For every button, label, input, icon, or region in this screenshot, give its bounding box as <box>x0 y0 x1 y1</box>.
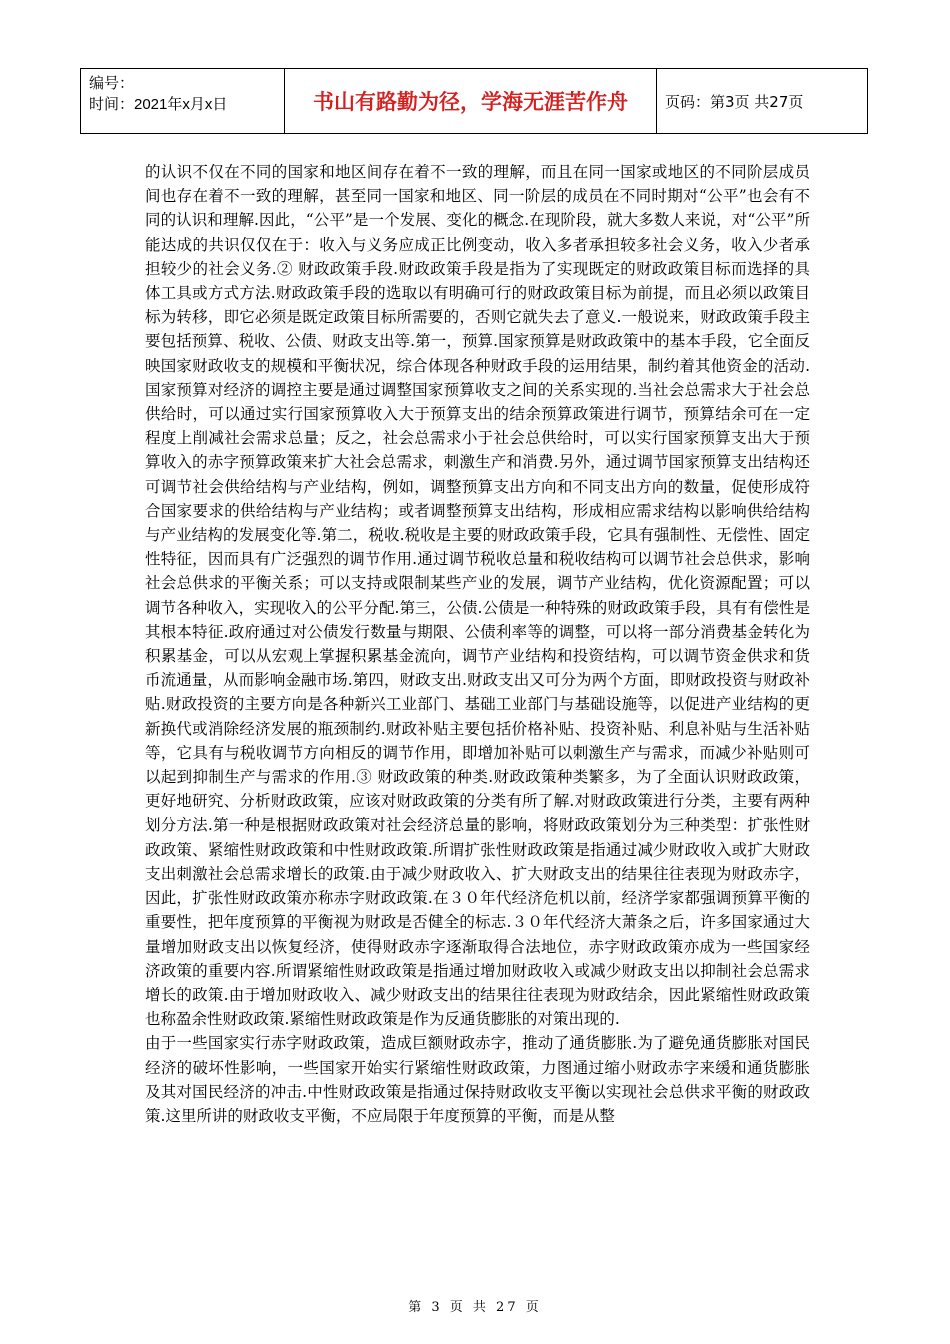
serial-label: 编号： <box>89 75 135 92</box>
header-meta-cell <box>81 69 285 133</box>
document-body <box>145 160 810 1128</box>
page-info-cell <box>657 69 867 133</box>
header-table <box>80 68 868 134</box>
time-label: 时间：2021年x月x日 <box>89 96 228 113</box>
body-paragraph: 由于一些国家实行赤字财政政策，造成巨额财政赤字，推动了通货膨胀.为了避免通货膨胀对国民经济的破坏性影响，一些国家开始实行紧缩性财政政策，力图通过缩小财政赤字来缓和通货膨胀及其对国民经济的冲击.中性财政政策是指通过保持财政收支平衡以实现社会总供求平衡的财政政策.这里所讲的财政收支平衡，不应局限于年度预算的平衡，而是从整 <box>145 1034 810 1125</box>
page-info-text: 页码：第3页 共27页 <box>665 92 804 111</box>
page-footer: 第 3 页 共 27 页 <box>408 1300 542 1315</box>
body-paragraph: 的认识不仅在不同的国家和地区间存在着不一致的理解，而且在同一国家或地区的不同阶层成员间也存在着不一致的理解，甚至同一国家和地区、同一阶层的成员在不同时期对“公平”也会有不同的认识和理解.因此，“公平”是一个发展、变化的概念.在现阶段，就大多数人来说，对“公平”所能达成的共识仅仅在于：收入与义务应成正比例变动，收入多者承担较多社会义务，收入少者承担较少的社会义务.② 财政政策手段.财政政策手段是指为了实现既定的财政政策目标而选择的具体工具或方式方法.财政政策手段的选取以有明确可行的财政政策目标为前提，而且必须以政策目标为转移，即它必须是既定政策目标所需要的，否则它就失去了意义.一般说来，财政政策手段主要包括预算、税收、公债、财政支出等.第一，预算.国家预算是财政政策中的基本手段，它全面反映国家财政收支的规模和平衡状况，综合体现各种财政手段的运用结果，制约着其他资金的活动.国家预算对经济的调控主要是通过调整国家预算收支之间的关系实现的.当社会总需求大于社会总供给时，可以通过实行国家预算收入大于预算支出的结余预算政策进行调节，预算结余可在一定程度上削减社会需求总量；反之，社会总需求小于社会总供给时，可以实行国家预算支出大于预算收入的赤字预算政策来扩大社会总需求，刺激生产和消费.另外，通过调节国家预算支出结构还可调节社会供给结构与产业结构，例如，调整预算支出方向和不同支出方向的数量，促使形成符合国家要求的供给结构与产业结构；或者调整预算支出结构，形成相应需求结构以影响供给结构与产业结构的发展变化等.第二，税收.税收是主要的财政政策手段，它具有强制性、无偿性、固定性特征，因而具有广泛强烈的调节作用.通过调节税收总量和税收结构可以调节社会总供求，影响社会总供求的平衡关系；可以支持或限制某些产业的发展，调节产业结构，优化资源配置；可以调节各种收入，实现收入的公平分配.第三，公债.公债是一种特殊的财政政策手段，具有有偿性是其根本特征.政府通过对公债发行数量与期限、公债利率等的调整，可以将一部分消费基金转化为积累基金，可以从宏观上掌握积累基金流向，调节产业结构和投资结构，可以调节资金供求和货币流通量，从而影响金融市场.第四，财政支出.财政支出又可分为两个方面，即财政投资与财政补贴.财政投资的主要方向是各种新兴工业部门、基础工业部门与基础设施等，以促进产业结构的更新换代或消除经济发展的瓶颈制约.财政补贴主要包括价格补贴、投资补贴、利息补贴与生活补贴等，它具有与税收调节方向相反的调节作用，即增加补贴可以刺激生产与需求，而减少补贴则可以起到抑制生产与需求的作用.③ 财政政策的种类.财政政策种类繁多，为了全面认识财政政策，更好地研究、分析财政政策，应该对财政政策的分类有所了解.对财政政策进行分类，主要有两种划分方法.第一种是根据财政政策对社会经济总量的影响，将财政政策划分为三种类型：扩张性财政政策、紧缩性财政政策和中性财政政策.所谓扩张性财政政策是指通过减少财政收入或扩大财政支出刺激社会总需求增长的政策.由于减少财政收入、扩大财政支出的结果往往表现为财政赤字，因此，扩张性财政政策亦称赤字财政政策.在３０年代经济危机以前，经济学家都强调预算平衡的重要性，把年度预算的平衡视为财政是否健全的标志.３０年代经济大萧条之后，许多国家通过大量增加财政支出以恢复经济，使得财政赤字逐渐取得合法地位，赤字财政政策亦成为一些国家经济政策的重要内容.所谓紧缩性财政政策是指通过增加财政收入或减少财政支出以抑制社会总需求增长的政策.由于增加财政收入、减少财政支出的结果往往表现为财政结余，因此紧缩性财政政策也称盈余性财政政策.紧缩性财政政策是作为反通货膨胀的对策出现的. <box>145 163 810 1029</box>
motto-text: 书山有路勤为径，学海无涯苦作舟 <box>313 90 628 114</box>
motto-cell <box>285 69 657 133</box>
